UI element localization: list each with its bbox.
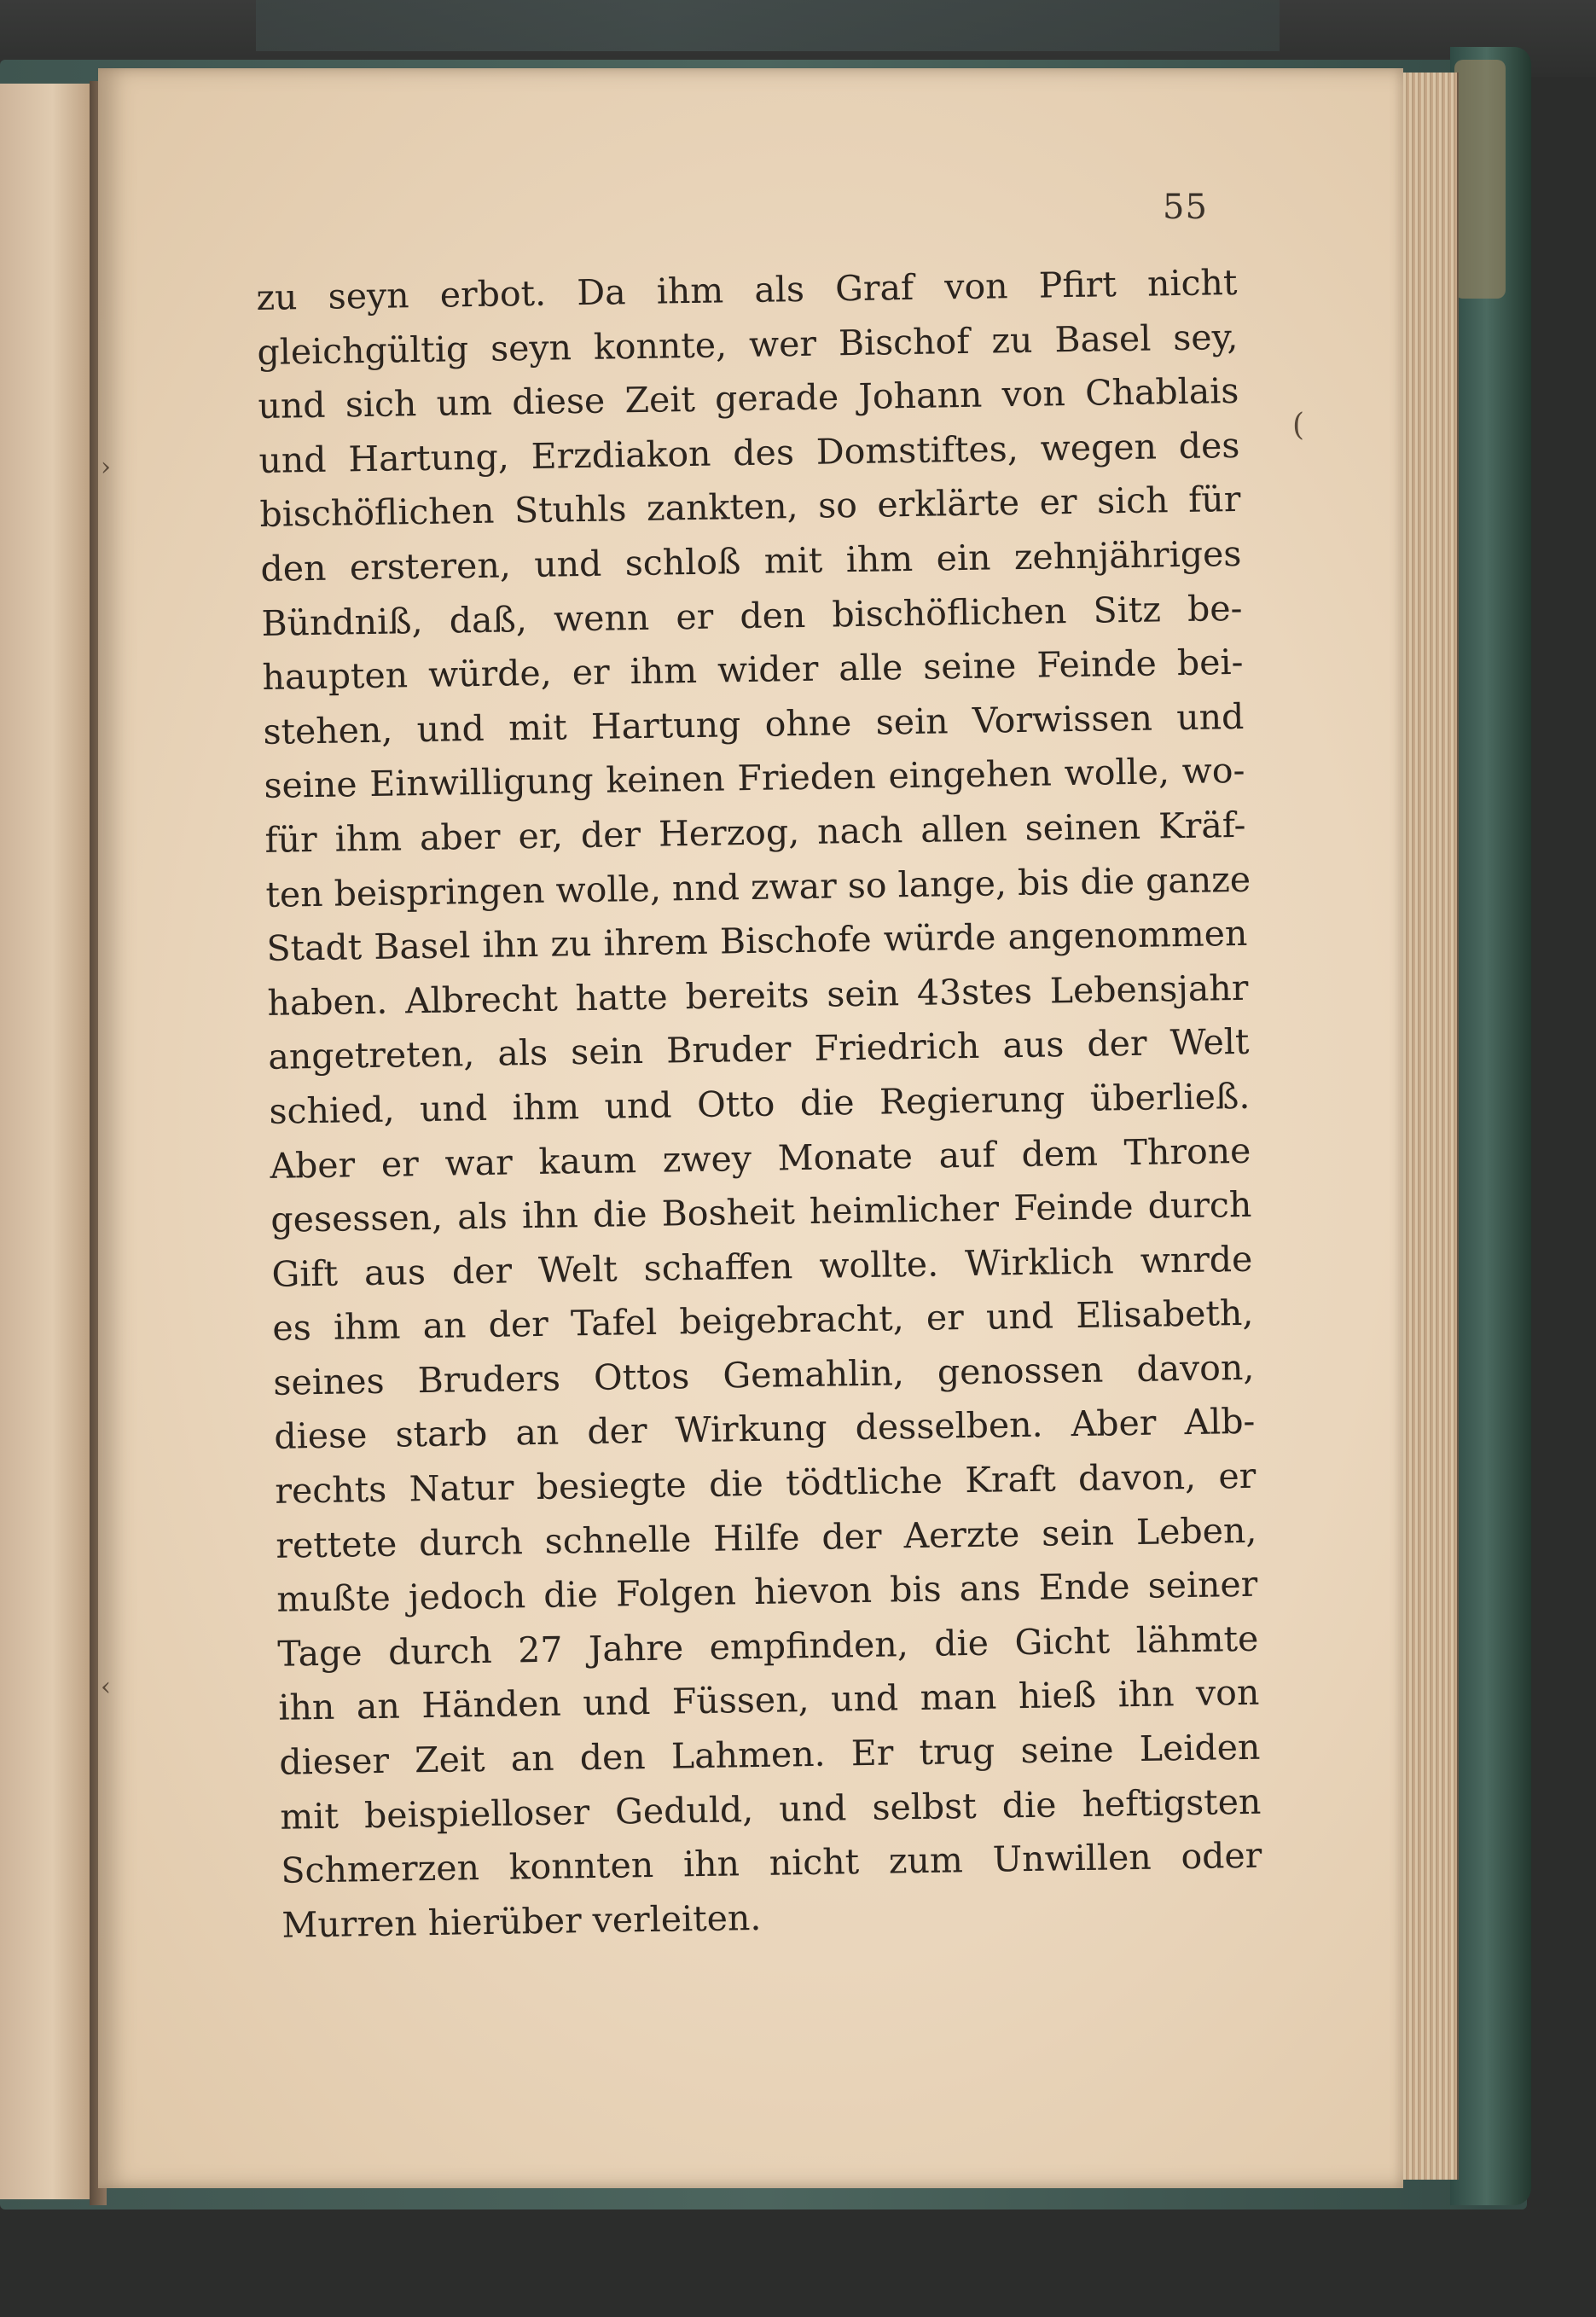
- text-line: mußte jedoch die Folgen hievon bis ans Ende seiner: [276, 1563, 1258, 1621]
- text-line: rechts Natur besiegte die tödtliche Kraft davon, er: [275, 1455, 1256, 1512]
- margin-mark-icon: ›: [101, 452, 111, 482]
- text-line: angetreten, als sein Bruder Friedrich aus der Welt: [268, 1021, 1250, 1078]
- text-line: ihn an Händen und Füssen, und man hieß ihn von: [278, 1672, 1260, 1729]
- text-line: Tage durch 27 Jahre empfinden, die Gicht lähmte: [277, 1617, 1259, 1675]
- text-line: den ersteren, und schloß mit ihm ein zehnjähriges: [260, 532, 1242, 589]
- text-line: gesessen, als ihn die Bosheit heimlicher Feinde durch: [270, 1183, 1252, 1240]
- text-line: rettete durch schnelle Hilfe der Aerzte sein Leben,: [276, 1509, 1257, 1566]
- text-line: schied, und ihm und Otto die Regierung überließ.: [269, 1075, 1251, 1132]
- text-line: mit beispielloser Geduld, und selbst die heftigsten: [280, 1780, 1262, 1838]
- book-cover-edge: [1450, 47, 1531, 2205]
- cover-wear-mark: [1454, 60, 1506, 299]
- text-line: zu seyn erbot. Da ihm als Graf von Pfirt nicht: [256, 261, 1238, 318]
- text-line: seine Einwilligung keinen Frieden eingehen wolle, wo-: [264, 750, 1245, 807]
- text-line: Stadt Basel ihn zu ihrem Bischofe würde angenommen: [266, 912, 1248, 970]
- text-line: ten beispringen wolle, nnd zwar so lange, bis die ganze: [265, 858, 1251, 915]
- text-line: haben. Albrecht hatte bereits sein 43stes Lebensjahr: [267, 967, 1249, 1024]
- text-line: Schmerzen konnten ihn nicht zum Unwillen oder: [281, 1834, 1262, 1891]
- text-line: für ihm aber er, der Herzog, nach allen seinen Kräf-: [264, 804, 1246, 861]
- page-number: 55: [1163, 188, 1208, 227]
- margin-mark-icon: ‹: [101, 1672, 111, 1702]
- text-line: dieser Zeit an den Lahmen. Er trug seine Leiden: [279, 1726, 1261, 1783]
- text-line: diese starb an der Wirkung desselben. Aber Alb-: [274, 1401, 1256, 1458]
- text-line: bischöflichen Stuhls zankten, so erklärte er sich für: [259, 479, 1241, 536]
- facing-page-edge: [0, 84, 98, 2199]
- text-line: seines Bruders Ottos Gemahlin, genossen davon,: [273, 1346, 1255, 1403]
- text-line: gleichgültig seyn konnte, wer Bischof zu Basel sey,: [257, 316, 1239, 373]
- text-line: und sich um diese Zeit gerade Johann von Chablais: [258, 370, 1239, 427]
- page-stack-edges: [1397, 73, 1459, 2180]
- text-line: stehen, und mit Hartung ohne sein Vorwissen und: [263, 695, 1245, 752]
- text-line: und Hartung, Erzdiakon des Domstiftes, wegen des: [258, 424, 1240, 481]
- margin-bracket-icon: (: [1292, 408, 1305, 443]
- background-board: [256, 0, 1280, 51]
- body-text: [256, 256, 1263, 1953]
- text-line: es ihm an der Tafel beigebracht, er und Elisabeth,: [272, 1292, 1254, 1350]
- text-line: Aber er war kaum zwey Monate auf dem Throne: [270, 1129, 1251, 1187]
- text-line: Murren hierüber verleiten.: [281, 1896, 762, 1946]
- text-line: Gift aus der Welt schaffen wollte. Wirklich wnrde: [271, 1238, 1253, 1295]
- text-line: haupten würde, er ihm wider alle seine Feinde bei-: [262, 642, 1244, 699]
- text-line: Bündniß, daß, wenn er den bischöflichen Sitz be-: [261, 587, 1243, 644]
